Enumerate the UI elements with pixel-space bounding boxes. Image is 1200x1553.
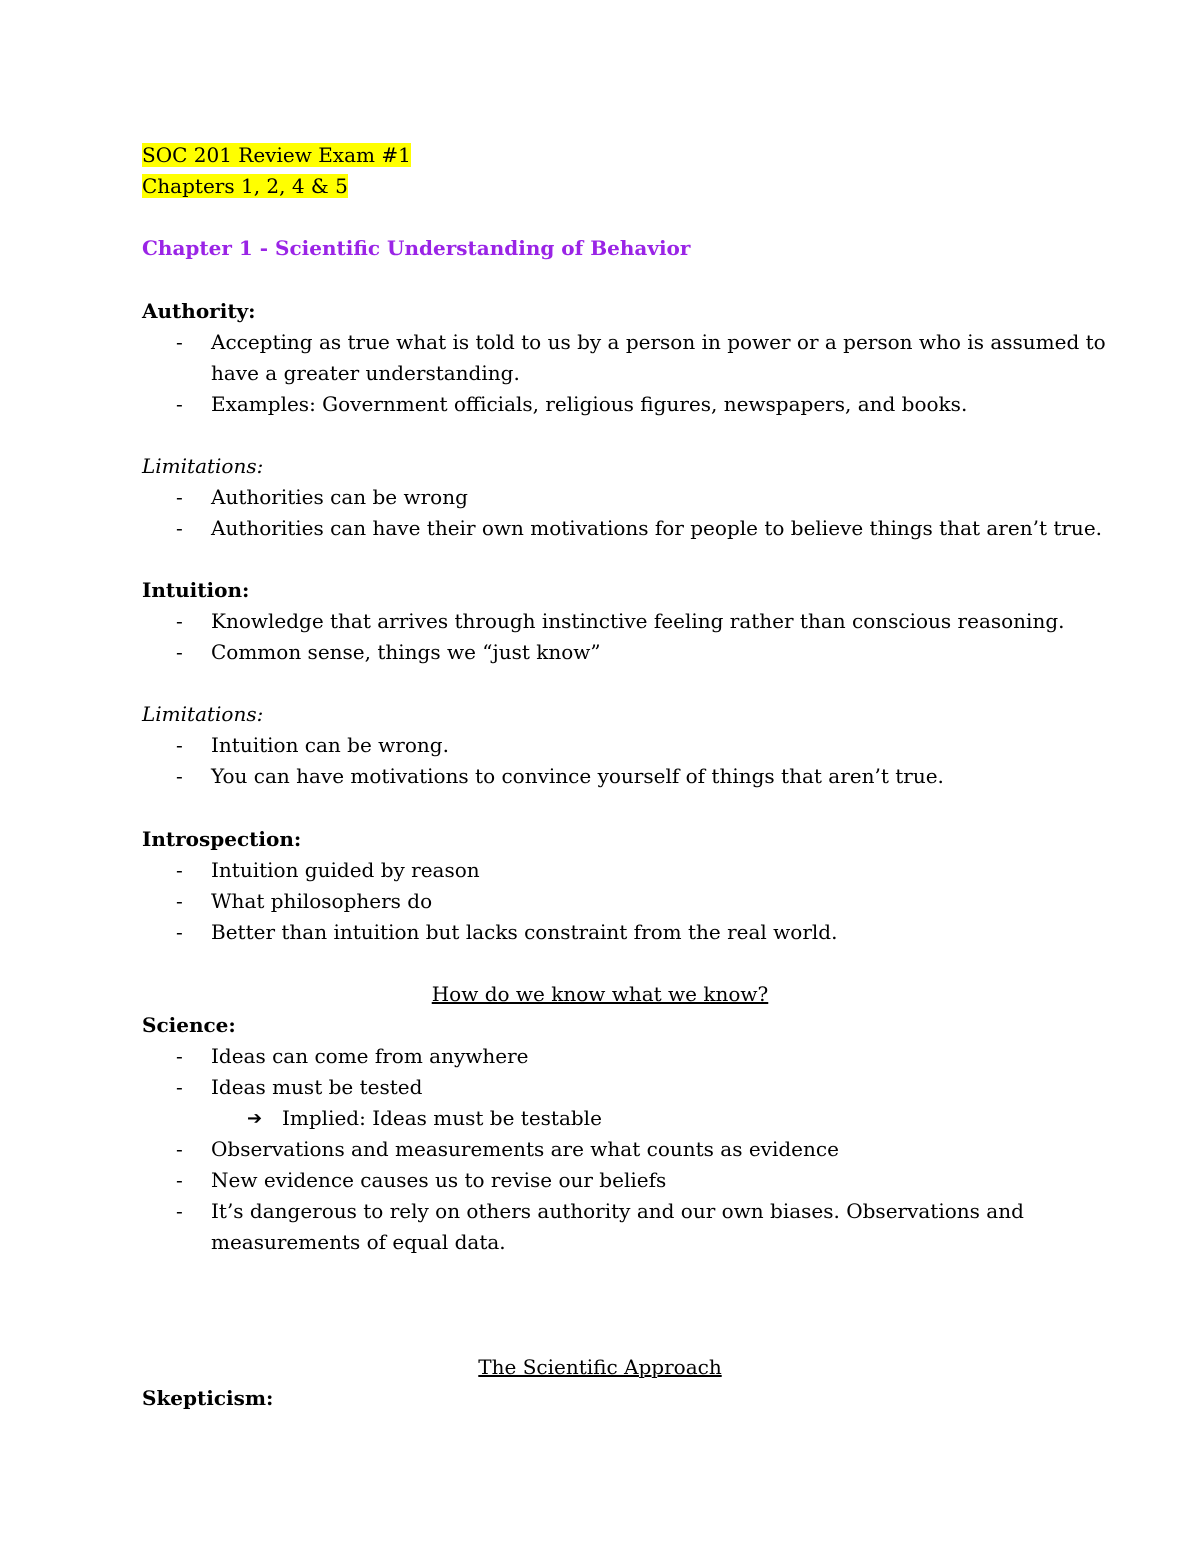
- bullet-dash: -: [176, 733, 183, 757]
- bullet-dash: -: [176, 640, 183, 664]
- science-item-2: Ideas must be tested: [211, 1075, 423, 1099]
- bullet-dash: -: [176, 1044, 183, 1068]
- bullet-dash: -: [176, 1199, 183, 1223]
- introspection-heading: Introspection:: [142, 827, 302, 851]
- bullet-dash: -: [176, 764, 183, 788]
- introspection-item-2: What philosophers do: [211, 889, 433, 913]
- bullet-dash: -: [176, 609, 183, 633]
- science-subitem-1: Implied: Ideas must be testable: [282, 1106, 602, 1130]
- science-heading: Science:: [142, 1013, 236, 1037]
- authority-limitation-2: Authorities can have their own motivations for people to believe things that aren’t true.: [211, 516, 1103, 540]
- document-title: [142, 140, 411, 171]
- science-subtitle-text: How do we know what we know?: [431, 982, 769, 1006]
- science-item-4: New evidence causes us to revise our beliefs: [211, 1168, 667, 1192]
- authority-item-1: Accepting as true what is told to us by a person in power or a person who is assumed to: [211, 330, 1106, 354]
- chapters-line: [142, 171, 348, 202]
- intuition-heading: Intuition:: [142, 578, 250, 602]
- bullet-dash: -: [176, 1168, 183, 1192]
- bullet-dash: -: [176, 1137, 183, 1161]
- intuition-item-2: Common sense, things we “just know”: [211, 640, 601, 664]
- science-item-5-cont: measurements of equal data.: [211, 1230, 506, 1254]
- chapter-1-heading: Chapter 1 - Scientific Understanding of Behavior: [142, 236, 691, 260]
- authority-limitation-1: Authorities can be wrong: [211, 485, 468, 509]
- intuition-limitation-2: You can have motivations to convince yourself of things that aren’t true.: [211, 764, 944, 788]
- introspection-item-1: Intuition guided by reason: [211, 858, 480, 882]
- title-highlight: SOC 201 Review Exam #1: [142, 143, 411, 167]
- bullet-dash: -: [176, 1075, 183, 1099]
- intuition-limitation-1: Intuition can be wrong.: [211, 733, 449, 757]
- science-subtitle: [0, 979, 1200, 1010]
- authority-item-1-cont: have a greater understanding.: [211, 361, 520, 385]
- intuition-item-1: Knowledge that arrives through instinctive feeling rather than conscious reasoning.: [211, 609, 1065, 633]
- bullet-dash: -: [176, 330, 183, 354]
- intuition-limitations-label: Limitations:: [142, 702, 264, 726]
- science-item-5: It’s dangerous to rely on others authority and our own biases. Observations and: [211, 1199, 1024, 1223]
- chapters-highlight: Chapters 1, 2, 4 & 5: [142, 174, 348, 198]
- authority-limitations-label: Limitations:: [142, 454, 264, 478]
- authority-item-2: Examples: Government officials, religious figures, newspapers, and books.: [211, 392, 968, 416]
- introspection-item-3: Better than intuition but lacks constraint from the real world.: [211, 920, 838, 944]
- arrow-bullet-icon: ➔: [247, 1108, 263, 1129]
- bullet-dash: -: [176, 485, 183, 509]
- approach-subtitle-text: The Scientific Approach: [478, 1355, 722, 1379]
- approach-subtitle: [0, 1352, 1200, 1383]
- authority-heading: Authority:: [142, 299, 256, 323]
- bullet-dash: -: [176, 516, 183, 540]
- science-item-3: Observations and measurements are what counts as evidence: [211, 1137, 839, 1161]
- bullet-dash: -: [176, 920, 183, 944]
- science-item-1: Ideas can come from anywhere: [211, 1044, 529, 1068]
- bullet-dash: -: [176, 392, 183, 416]
- bullet-dash: -: [176, 889, 183, 913]
- skepticism-heading: Skepticism:: [142, 1386, 274, 1410]
- bullet-dash: -: [176, 858, 183, 882]
